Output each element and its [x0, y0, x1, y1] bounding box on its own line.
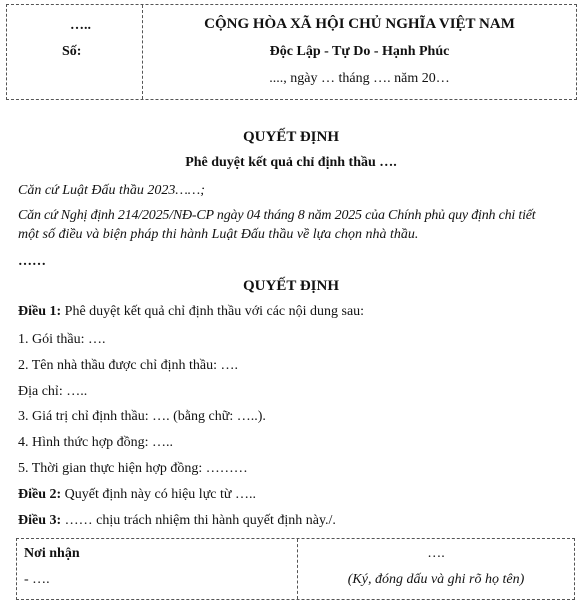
article-1	[18, 304, 364, 320]
recipients-item: - ….	[24, 572, 50, 587]
national-title: CỘNG HÒA XÃ HỘI CHỦ NGHĨA VIỆT NAM	[204, 16, 515, 32]
basis-ellipsis: ……	[18, 254, 46, 269]
signature-note: (Ký, đóng dấu và ghi rõ họ tên)	[347, 572, 525, 587]
item-value: 3. Giá trị chỉ định thầu: …. (bằng chữ: …..).	[18, 409, 266, 424]
article-2	[18, 487, 256, 503]
date-line: ...., ngày … tháng …. năm 20…	[269, 71, 450, 86]
basis-decree: Căn cứ Nghị định 214/2025/NĐ-CP ngày 04 tháng 8 năm 2025 của Chính phủ quy định chi tiết	[18, 208, 536, 223]
article-3	[18, 513, 336, 529]
document-subtitle: Phê duyệt kết quả chỉ định thầu ….	[185, 155, 397, 170]
article-2-text: Quyết định này có hiệu lực từ …..	[61, 487, 256, 502]
document-number-label: Số:	[62, 44, 82, 59]
recipients-label: Nơi nhận	[24, 546, 80, 561]
decision-heading: QUYẾT ĐỊNH	[243, 278, 339, 294]
item-duration: 5. Thời gian thực hiện hợp đồng: ………	[18, 461, 248, 476]
basis-law: Căn cứ Luật Đấu thầu 2023……;	[18, 183, 205, 198]
item-address: Địa chỉ: …..	[18, 384, 88, 399]
item-contract-type: 4. Hình thức hợp đồng: …..	[18, 435, 173, 450]
basis-decree-cont: một số điều và biện pháp thi hành Luật Đấu thầu về lựa chọn nhà thầu.	[18, 227, 419, 242]
article-2-label: Điều 2:	[18, 487, 62, 502]
article-1-text: Phê duyệt kết quả chỉ định thầu với các nội dung sau:	[61, 304, 365, 319]
national-motto: Độc Lập - Tự Do - Hạnh Phúc	[269, 44, 450, 59]
document-title: QUYẾT ĐỊNH	[243, 129, 339, 145]
item-package: 1. Gói thầu: ….	[18, 332, 106, 347]
article-1-label: Điều 1:	[18, 304, 62, 319]
signature-dots: ….	[427, 546, 445, 561]
org-name: …..	[70, 18, 91, 33]
article-3-text: …… chịu trách nhiệm thi hành quyết định này./.	[61, 513, 336, 528]
article-3-label: Điều 3:	[18, 513, 62, 528]
item-contractor: 2. Tên nhà thầu được chỉ định thầu: ….	[18, 358, 239, 373]
